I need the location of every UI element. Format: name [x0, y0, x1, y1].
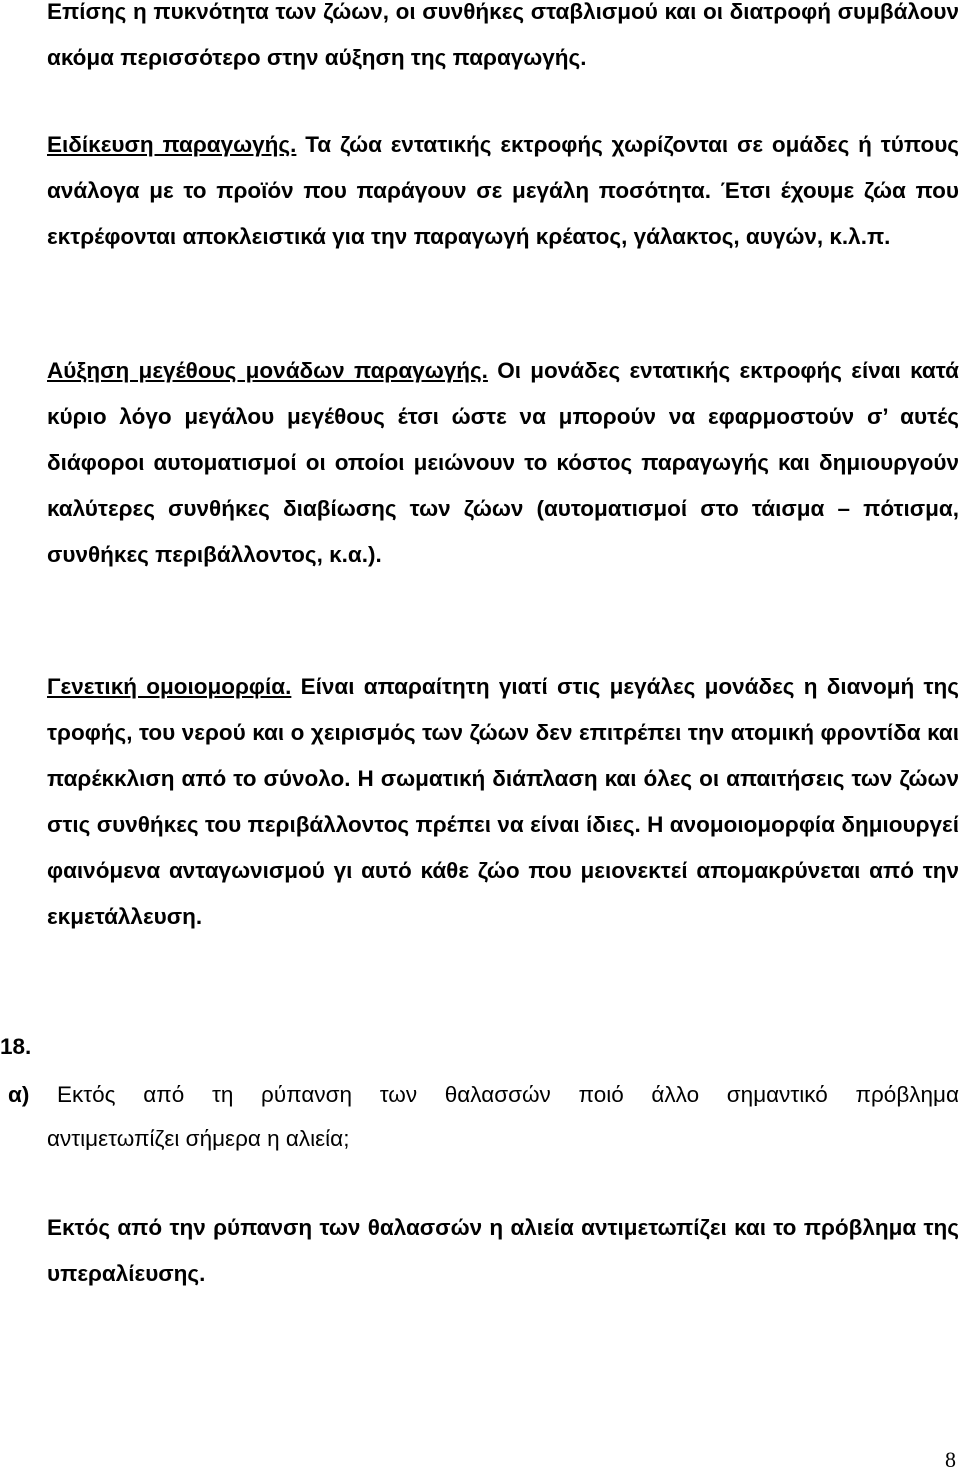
- paragraph-specialization: [47, 122, 959, 260]
- question-line-1: Εκτός από τη ρύπανση των θαλασσών ποιό άλλο σημαντικό πρόβλημα: [29, 1082, 959, 1107]
- paragraph-text: Τα ζώα εντατικής εκτροφής χωρίζονται σε ομάδες ή τύπους ανάλογα με το προϊόν που παράγουν σε μεγάλη ποσότητα. Έτσι έχουμε ζώα που εκτρέφονται αποκλειστικά για την παραγωγή κρέατος, γάλακτος, αυγών, κ.λ.π.: [47, 132, 959, 249]
- page-number: 8: [945, 1447, 956, 1472]
- paragraph-text: Είναι απαραίτητη γιατί στις μεγάλες μονάδες η διανομή της τροφής, του νερού και ο χειρισμός των ζώων δεν επιτρέπει την ατομική φροντίδα και παρέκκλιση από το σύνολο. Η σωματική διάπλαση και όλες οι απαιτήσεις των ζώων στις συνθήκες του περιβάλλοντος πρέπει να είναι ίδιες. Η ανομοιομορφία δημιουργεί φαινόμενα ανταγωνισμού γι αυτό κάθε ζώο που μειονεκτεί απομακρύνεται από την εκμετάλλευση.: [47, 674, 959, 929]
- paragraph-unit-size: [47, 348, 959, 578]
- paragraph-text: Οι μονάδες εντατικής εκτροφής είναι κατά κύριο λόγο μεγάλου μεγέθους έτσι ώστε να μπορούν να εφαρμοστούν σ’ αυτές διάφοροι αυτοματισμοί οι οποίοι μειώνουν το κόστος παραγωγής και δημιουργούν καλύτερες συνθήκες διαβίωσης των ζώων (αυτοματισμοί στο τάισμα – πότισμα, συνθήκες περιβάλλοντος, κ.α.).: [47, 358, 959, 567]
- section-heading-specialization: Ειδίκευση παραγωγής.: [47, 132, 297, 157]
- section-heading-genetic-uniformity: Γενετική ομοιομορφία.: [47, 674, 292, 699]
- question-text: [8, 1073, 959, 1161]
- answer-text: [47, 1205, 959, 1297]
- question-label: α): [8, 1082, 30, 1107]
- paragraph-genetic-uniformity: [47, 664, 959, 940]
- question-number: 18.: [0, 1034, 32, 1059]
- section-heading-unit-size: Αύξηση μεγέθους μονάδων παραγωγής.: [47, 358, 488, 383]
- paragraph-text: Επίσης η πυκνότητα των ζώων, οι συνθήκες σταβλισμού και οι διατροφή συμβάλουν ακόμα περισσότερο στην αύξηση της παραγωγής.: [47, 0, 959, 70]
- paragraph-density: [47, 0, 959, 81]
- question-line-2: αντιμετωπίζει σήμερα η αλιεία;: [47, 1126, 350, 1151]
- answer-body: Εκτός από την ρύπανση των θαλασσών η αλιεία αντιμετωπίζει και το πρόβλημα της υπεραλίευσης.: [47, 1215, 959, 1286]
